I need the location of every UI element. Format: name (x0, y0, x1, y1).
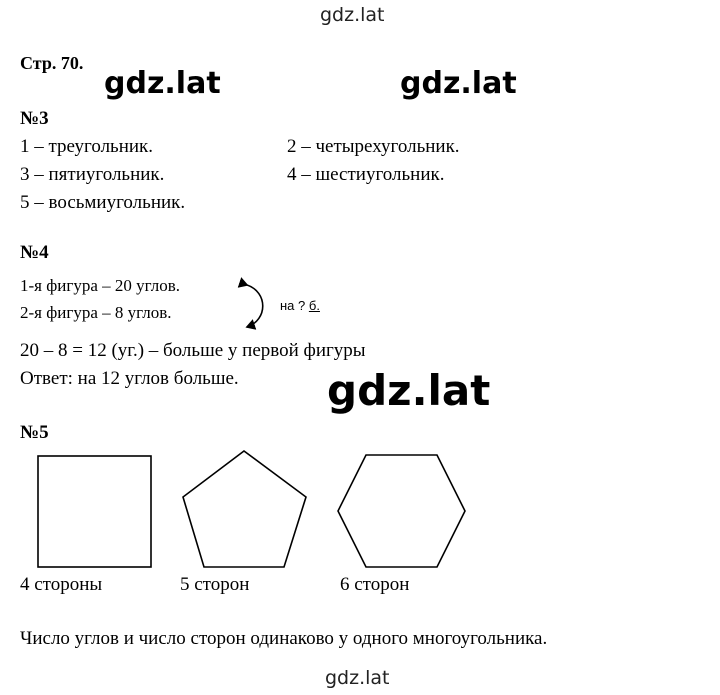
conclusion-text: Число углов и число сторон одинаково у одного многоугольника. (20, 628, 548, 649)
task3-item: 5 – восьмиугольник. (20, 192, 186, 213)
note-prefix: на ? (280, 298, 306, 313)
watermark-big: gdz.lat (104, 66, 221, 101)
page-reference: Стр. 70. (20, 53, 84, 73)
watermark-bottom: gdz.lat (325, 667, 390, 689)
hexagon-label: 6 сторон (340, 574, 410, 595)
square-label: 4 стороны (20, 574, 103, 595)
pentagon-shape (183, 451, 306, 567)
square-shape (38, 456, 151, 567)
task3-item: 2 – четырехугольник. (287, 136, 460, 157)
task4-line1: 1-я фигура – 20 углов. (20, 276, 180, 295)
task3-title: №3 (20, 108, 49, 129)
task4-line2: 2-я фигура – 8 углов. (20, 303, 172, 322)
task4-equation: 20 – 8 = 12 (уг.) – больше у первой фигуры (20, 340, 366, 361)
task3-item: 4 – шестиугольник. (287, 164, 445, 185)
watermark-big: gdz.lat (400, 66, 517, 101)
task5-title: №5 (20, 422, 49, 443)
watermark-big: gdz.lat (327, 366, 491, 415)
task4-answer: Ответ: на 12 углов больше. (20, 368, 239, 389)
watermark-top: gdz.lat (320, 4, 385, 26)
pentagon-label: 5 сторон (180, 574, 250, 595)
task3-item: 3 – пятиугольник. (20, 164, 165, 185)
note-unit: б. (308, 298, 320, 313)
task4-title: №4 (20, 242, 49, 263)
hexagon-shape (338, 455, 465, 567)
task3-item: 1 – треугольник. (20, 136, 154, 157)
